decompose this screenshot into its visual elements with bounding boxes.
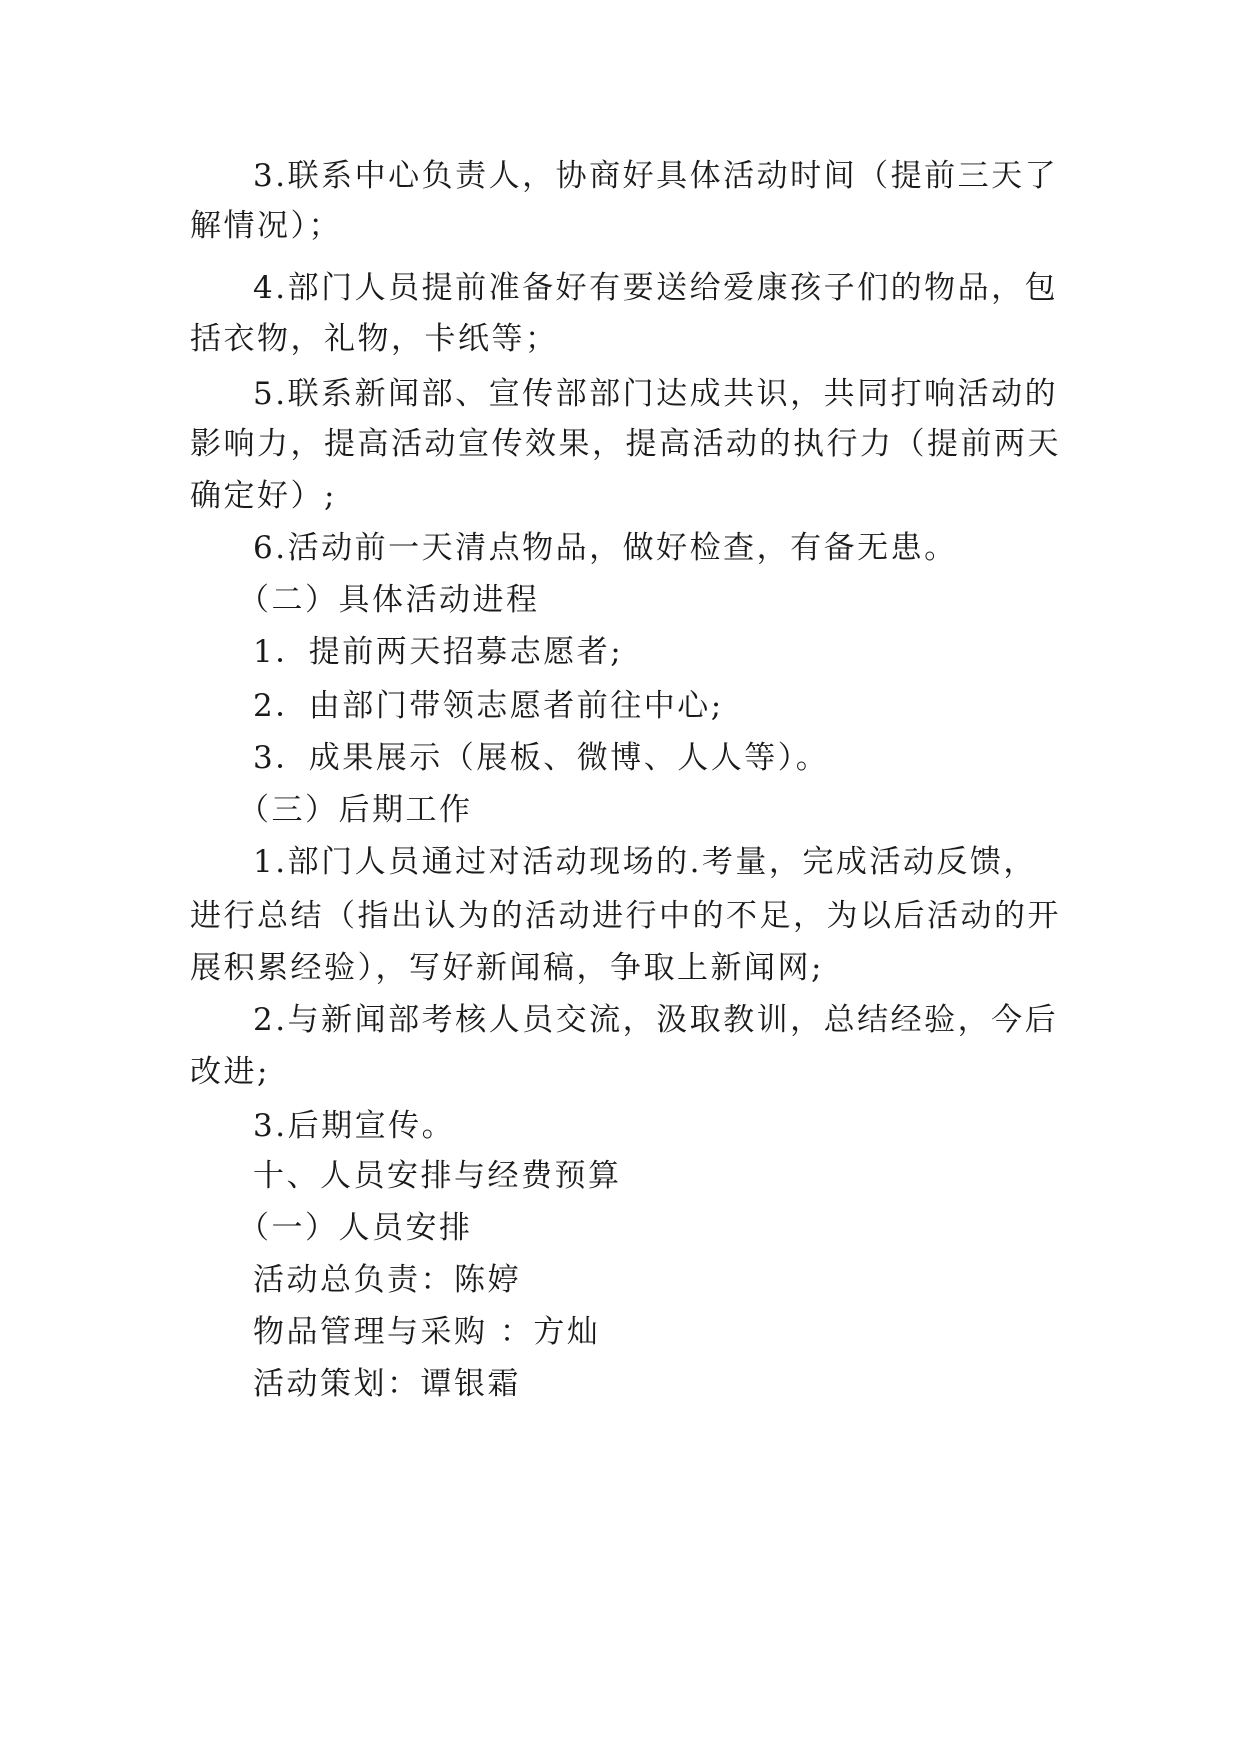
paragraph-line: 3.后期宣传。 xyxy=(253,1108,456,1144)
paragraph-line: 3．成果展示（展板、微博、人人等）。 xyxy=(253,740,830,776)
section-heading: （二）具体活动进程 xyxy=(238,582,540,618)
paragraph-line: 括衣物，礼物，卡纸等； xyxy=(190,321,559,357)
paragraph-line: 影响力，提高活动宣传效果，提高活动的执行力（提前两天 xyxy=(190,426,1061,462)
paragraph-line: 2.与新闻部考核人员交流，汲取教训，总结经验，今后 xyxy=(253,1002,1059,1038)
paragraph-line: 6.活动前一天清点物品，做好检查，有备无患。 xyxy=(253,530,958,566)
paragraph-line: 活动总负责：陈婷 xyxy=(253,1262,521,1298)
paragraph-line: 3.联系中心负责人，协商好具体活动时间（提前三天了 xyxy=(253,158,1059,194)
paragraph-line: 1．提前两天招募志愿者; xyxy=(253,634,624,670)
paragraph-line: 4.部门人员提前准备好有要送给爱康孩子们的物品，包 xyxy=(253,270,1059,306)
paragraph-line: 活动策划：谭银霜 xyxy=(253,1366,521,1402)
paragraph-line: 进行总结（指出认为的活动进行中的不足，为以后活动的开 xyxy=(190,898,1061,934)
section-heading: （一）人员安排 xyxy=(238,1210,473,1246)
paragraph-line: 1.部门人员通过对活动现场的.考量，完成活动反馈， xyxy=(253,844,1037,880)
paragraph-line: 5.联系新闻部、宣传部部门达成共识，共同打响活动的 xyxy=(253,376,1059,412)
section-heading: （三）后期工作 xyxy=(238,792,473,828)
paragraph-line: 物品管理与采购 ：方灿 xyxy=(253,1314,601,1350)
section-heading: 十、人员安排与经费预算 xyxy=(253,1158,622,1194)
paragraph-line: 2．由部门带领志愿者前往中心; xyxy=(253,688,724,724)
paragraph-line: 解情况）； xyxy=(190,208,342,244)
paragraph-line: 改进; xyxy=(190,1054,270,1090)
paragraph-line: 确定好）; xyxy=(190,478,337,514)
paragraph-line: 展积累经验），写好新闻稿，争取上新闻网; xyxy=(190,950,824,986)
